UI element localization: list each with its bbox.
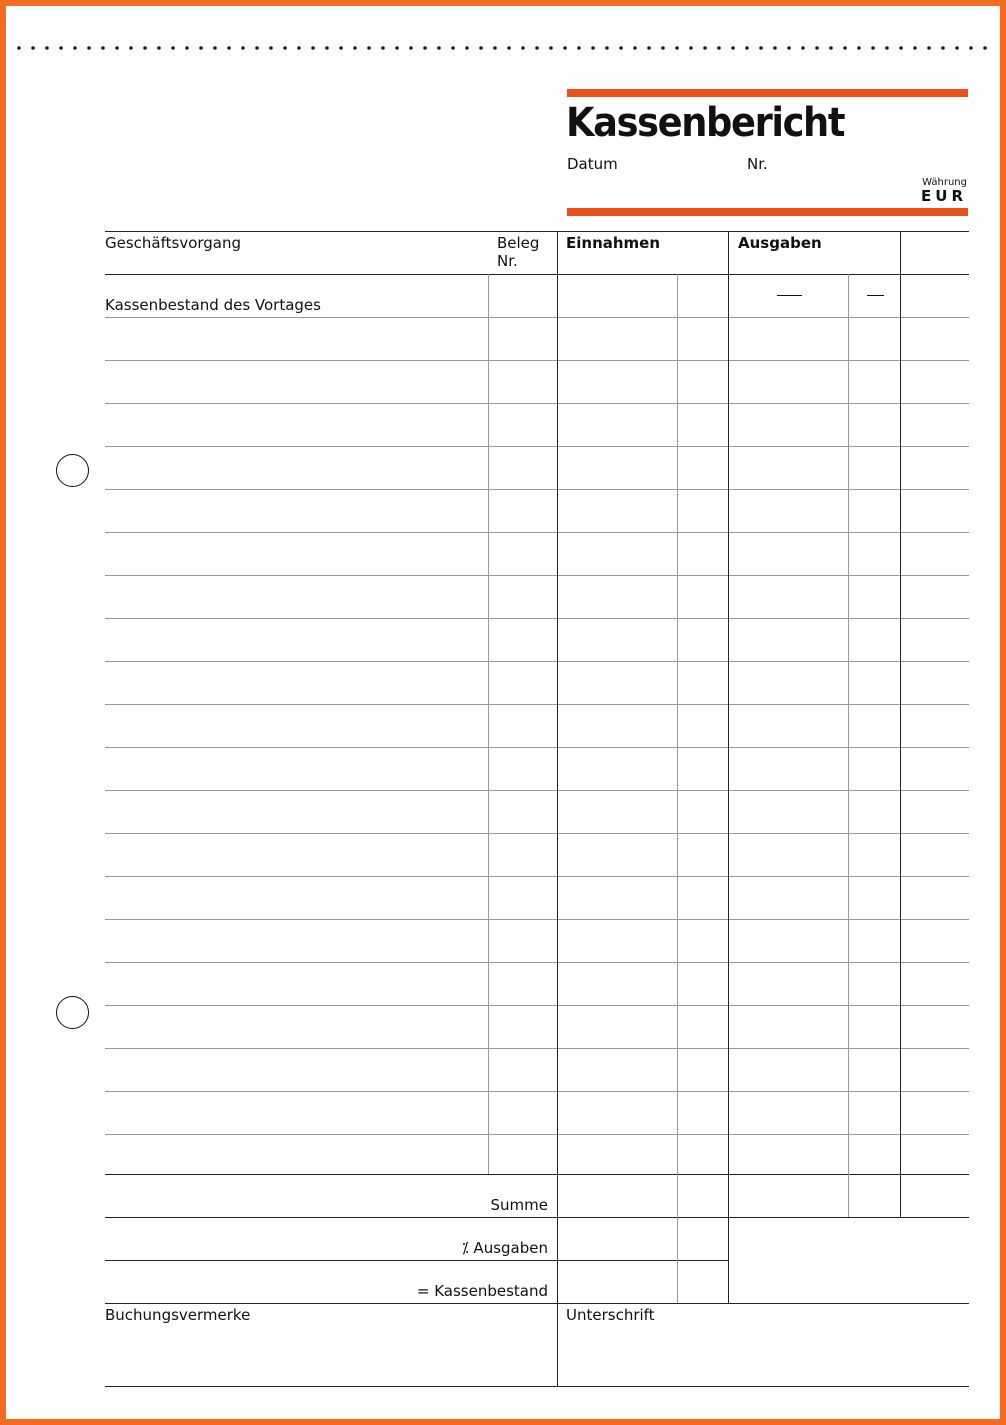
cash-balance-bottom-rule [105,1303,969,1304]
row-rule [105,790,969,791]
header-bar-bottom [567,208,968,216]
header-bar-top [567,89,968,97]
expenses-dash-minor [867,295,884,296]
row-rule [105,704,969,705]
row-rule [105,575,969,576]
row-rule [105,747,969,748]
currency-caption: Währung [922,177,967,188]
row-rule [105,1005,969,1006]
punch-hole-bottom [56,996,89,1029]
expenses-cents-divider [848,274,849,1217]
booking-notes-label: Buchungsvermerke [105,1306,251,1324]
punch-hole-top [56,454,89,487]
column-header-income: Einnahmen [566,234,661,252]
row-rule [105,1134,969,1135]
signature-label: Unterschrift [566,1306,655,1324]
form-bottom-rule [105,1386,969,1387]
date-label: Datum [567,155,618,173]
row-rule [105,446,969,447]
column-header-transaction: Geschäftsvorgang [105,234,242,252]
receipt-column-divider [488,274,489,1174]
income-column-left-rule [557,231,558,1386]
row-rule [105,618,969,619]
cash-balance-label: = Kassenbestand [416,1282,548,1300]
column-header-expenses: Ausgaben [738,234,822,252]
row-rule [105,1091,969,1092]
row-rule [105,317,969,318]
row-rule [105,661,969,662]
header-bottom-rule [105,274,969,275]
minus-expenses-label: ⁒ Ausgaben [461,1239,548,1257]
sum-bottom-rule [105,1217,969,1218]
table-top-rule [105,231,969,232]
row-rule [105,876,969,877]
body-bottom-rule [105,1174,969,1175]
number-label: Nr. [747,155,768,173]
row-rule [105,532,969,533]
income-cents-divider [677,274,678,1303]
expenses-dash-major [777,295,802,296]
row-rule [105,403,969,404]
column-header-receipt-line2: Nr. [497,252,518,270]
extra-column-left-rule [900,231,901,1217]
perforation-line [12,44,994,52]
first-row-label: Kassenbestand des Vortages [105,296,321,314]
row-rule [105,833,969,834]
row-rule [105,962,969,963]
expenses-column-left-rule [728,231,729,1303]
minus-expenses-bottom-rule [105,1260,728,1261]
currency-value: EUR [921,187,967,205]
row-rule [105,360,969,361]
form-title: Kassenbericht [566,100,845,146]
row-rule [105,919,969,920]
row-rule [105,489,969,490]
row-rule [105,1048,969,1049]
sum-label: Summe [490,1196,548,1214]
column-header-receipt-line1: Beleg [497,234,540,252]
